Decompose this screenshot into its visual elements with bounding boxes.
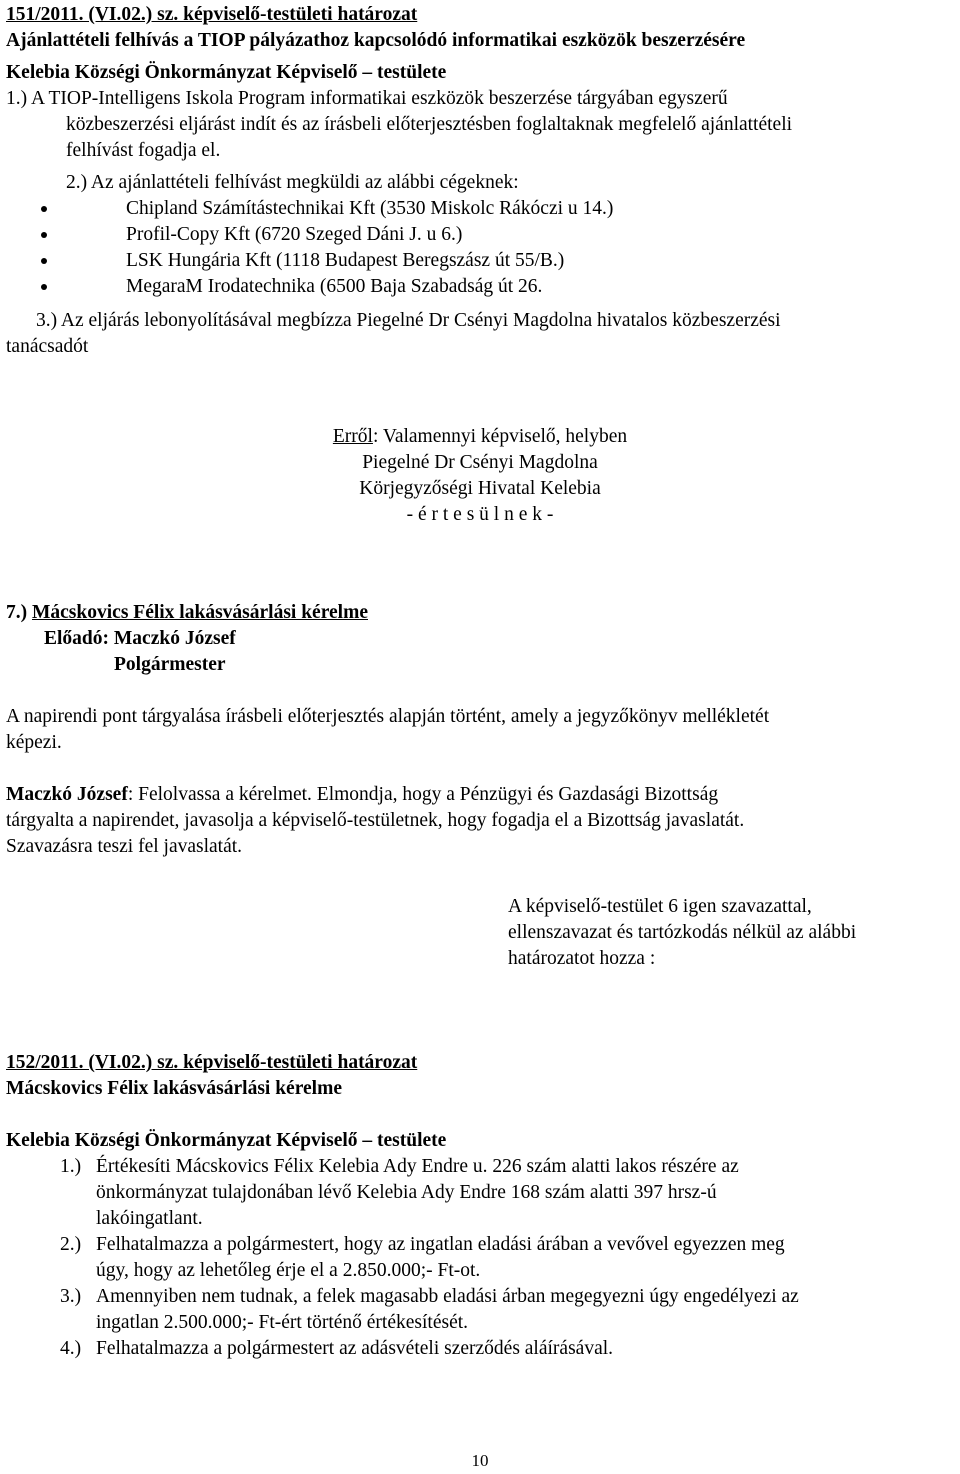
presenter: Előadó: Maczkó József xyxy=(44,628,236,649)
notification-label: Erről xyxy=(332,426,373,447)
list-item xyxy=(60,1154,954,1232)
point-number: 1.) xyxy=(60,1156,82,1177)
company-name: Profil-Copy Kft (6720 Szeged Dáni J. u 6.) xyxy=(126,224,463,245)
list-item xyxy=(126,274,954,300)
speech-line-2: tárgyalta a napirendet, javasolja a képviselő-testületnek, hogy fogadja el a Bizottság javaslatát. xyxy=(6,810,745,831)
list-item xyxy=(126,248,954,274)
vote-line-3: határozatot hozza : xyxy=(508,948,656,969)
page-number: 10 xyxy=(471,1451,489,1470)
point-text xyxy=(96,1154,954,1232)
company-name: LSK Hungária Kft (1118 Budapest Beregszász út 55/B.) xyxy=(126,250,565,271)
vote-line-1: A képviselő-testület 6 igen szavazattal, xyxy=(508,896,812,917)
notification-recipients: : Valamennyi képviselő, helyben xyxy=(372,426,628,447)
vote-line-2: ellenszavazat és tartózkodás nélkül az alábbi xyxy=(508,922,857,943)
notification-line-2: Piegelné Dr Csényi Magdolna xyxy=(362,452,598,473)
resolution-151-body-name: Kelebia Községi Önkormányzat Képviselő – testülete xyxy=(6,62,447,83)
resolution-152-points xyxy=(6,1154,954,1362)
point-line: Amennyiben nem tudnak, a felek magasabb eladási árban megegyezni úgy engedélyezi az xyxy=(96,1286,799,1307)
para-1-line-1: A napirendi pont tárgyalása írásbeli előterjesztés alapján történt, amely a jegyzőkönyv mellékletét xyxy=(6,706,770,727)
bullet-icon xyxy=(41,258,47,264)
point-line: Felhatalmazza a polgármestert, hogy az ingatlan eladási árában a vevővel egyezzen meg xyxy=(96,1234,785,1255)
list-item xyxy=(60,1336,954,1362)
bullet-icon xyxy=(41,284,47,290)
notification-line-1 xyxy=(6,424,954,450)
resolution-152-subject: Mácskovics Félix lakásvásárlási kérelme xyxy=(6,1078,342,1099)
company-name: MegaraM Irodatechnika (6500 Baja Szabadság út 26. xyxy=(126,276,543,297)
company-name: Chipland Számítástechnikai Kft (3530 Miskolc Rákóczi u 14.) xyxy=(126,198,614,219)
point-number: 4.) xyxy=(60,1338,82,1359)
agenda-item-7-title xyxy=(6,600,954,626)
document-page xyxy=(6,2,954,1362)
resolution-151-header: 151/2011. (VI.02.) sz. képviselő-testületi határozat xyxy=(6,4,418,25)
resolution-152-body-name: Kelebia Községi Önkormányzat Képviselő – testülete xyxy=(6,1130,447,1151)
bullet-icon xyxy=(41,232,47,238)
point-text xyxy=(96,1284,954,1336)
resolution-151-subject: Ajánlattételi felhívás a TIOP pályázathoz kapcsolódó informatikai eszközök beszerzésére xyxy=(6,30,746,51)
point-text xyxy=(96,1336,954,1362)
list-item xyxy=(126,222,954,248)
point-1-line-3: felhívást fogadja el. xyxy=(66,140,221,161)
point-line: lakóingatlant. xyxy=(96,1208,203,1229)
list-item xyxy=(126,196,954,222)
resolution-152-header: 152/2011. (VI.02.) sz. képviselő-testületi határozat xyxy=(6,1052,418,1073)
point-1-number: 1.) xyxy=(6,88,28,109)
point-line: ingatlan 2.500.000;- Ft-ért történő értékesítését. xyxy=(96,1312,469,1333)
point-line: úgy, hogy az lehetőleg érje el a 2.850.000;- Ft-ot. xyxy=(96,1260,481,1281)
point-line: Értékesíti Mácskovics Félix Kelebia Ady Endre u. 226 szám alatti lakos részére az xyxy=(96,1156,739,1177)
speech-line-3: Szavazásra teszi fel javaslatát. xyxy=(6,836,243,857)
notification-line-4: - é r t e s ü l n e k - xyxy=(406,504,554,525)
resolution-151-point-2: 2.) Az ajánlattételi felhívást megküldi az alábbi cégeknek: xyxy=(66,172,519,193)
presenter-role: Polgármester xyxy=(114,654,226,675)
list-item xyxy=(60,1232,954,1284)
point-number: 2.) xyxy=(60,1234,82,1255)
point-line: önkormányzat tulajdonában lévő Kelebia Ady Endre 168 szám alatti 397 hrsz-ú xyxy=(96,1182,717,1203)
company-list xyxy=(6,196,954,300)
notification-line-3: Körjegyzőségi Hivatal Kelebia xyxy=(359,478,601,499)
speech-text: : Felolvassa a kérelmet. Elmondja, hogy a Pénzügyi és Gazdasági Bizottság xyxy=(127,784,719,805)
speech-line-1 xyxy=(6,782,954,808)
point-1-line-2: közbeszerzési eljárást indít és az írásbeli előterjesztésben foglaltaknak megfelelő ajánlattételi xyxy=(66,114,793,135)
notification-block xyxy=(6,424,954,528)
vote-result xyxy=(6,894,954,972)
agenda-item-number: 7.) xyxy=(6,602,32,623)
resolution-151-point-1 xyxy=(6,86,954,112)
agenda-item-title: Mácskovics Félix lakásvásárlási kérelme xyxy=(32,602,368,623)
point-line: Felhatalmazza a polgármestert az adásvételi szerződés aláírásával. xyxy=(96,1338,614,1359)
point-text xyxy=(96,1232,954,1284)
bullet-icon xyxy=(41,206,47,212)
point-1-line-1: A TIOP-Intelligens Iskola Program informatikai eszközök beszerzése tárgyában egyszerű xyxy=(30,88,728,109)
list-item xyxy=(60,1284,954,1336)
speaker-name: Maczkó József xyxy=(6,784,128,805)
point-number: 3.) xyxy=(60,1286,82,1307)
resolution-151-point-3: 3.) Az eljárás lebonyolításával megbízza Piegelné Dr Csényi Magdolna hivatalos közbeszerzési xyxy=(36,310,781,331)
para-1-line-2: képezi. xyxy=(6,732,62,753)
point-3-line-2: tanácsadót xyxy=(6,336,89,357)
